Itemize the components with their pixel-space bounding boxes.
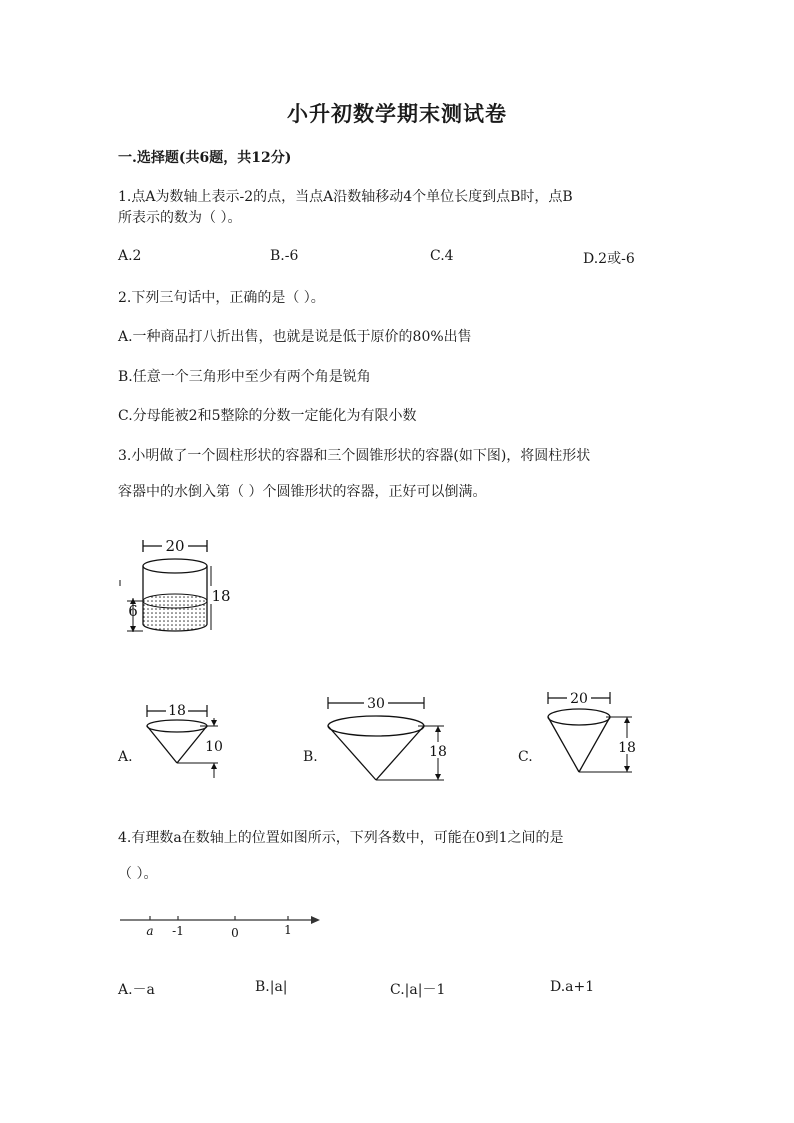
q2-option-b[interactable]: B.任意一个三角形中至少有两个角是锐角 [118,369,371,385]
q4-option-c[interactable]: C.|a|－1 [390,982,446,998]
cylinder-height-label: 18 [211,587,231,605]
q3-stem-line1: 3.小明做了一个圆柱形状的容器和三个圆锥形状的容器(如下图)，将圆柱形状 [118,448,591,464]
cone-c-diameter-label: 20 [570,691,588,707]
q4-option-a[interactable]: A.－a [118,982,155,998]
number-line-tick-0: 0 [231,926,239,940]
q3-option-c[interactable]: C. [518,749,533,765]
q3-stem-line2: 容器中的水倒入第（ ）个圆锥形状的容器，正好可以倒满。 [118,484,487,500]
q4-stem-line1: 4.有理数a在数轴上的位置如图所示，下列各数中，可能在0到1之间的是 [118,830,564,846]
q1-option-d[interactable]: D.2或-6 [583,251,635,267]
q2-stem: 2.下列三句话中，正确的是（ ）。 [118,290,325,306]
q4-option-d[interactable]: D.a+1 [550,979,595,995]
q4-stem-line2: （ ）。 [118,866,158,882]
cylinder-figure [115,532,240,644]
q2-option-a[interactable]: A.一种商品打八折出售，也就是说是低于原价的80%出售 [118,329,472,345]
number-line-a-label: a [146,924,154,938]
q1-stem-line2: 所表示的数为（ ）。 [118,210,242,226]
q4-option-b[interactable]: B.|a| [255,979,288,995]
number-line-figure [118,908,328,942]
cone-b-diameter-label: 30 [367,696,385,712]
cone-c-figure [540,688,640,780]
q3-option-b[interactable]: B. [303,749,318,765]
q1-option-b[interactable]: B.-6 [270,248,299,264]
q1-option-c[interactable]: C.4 [430,248,454,264]
cone-a-height-label: 10 [205,739,223,755]
cylinder-diameter-label: 20 [165,537,185,555]
q2-option-c[interactable]: C.分母能被2和5整除的分数一定能化为有限小数 [118,408,417,424]
page-title: 小升初数学期末测试卷 [287,101,507,126]
cone-a-figure [140,700,230,782]
section-heading: 一.选择题(共6题，共12分) [118,150,292,166]
q1-stem-line1: 1.点A为数轴上表示-2的点，当点A沿数轴移动4个单位长度到点B时，点B [118,189,573,205]
cone-b-figure [322,690,450,786]
cone-a-diameter-label: 18 [168,703,186,719]
q1-option-a[interactable]: A.2 [118,248,142,264]
cone-b-height-label: 18 [429,744,447,760]
q3-option-a[interactable]: A. [118,749,133,765]
number-line-tick-neg1: -1 [172,924,184,938]
cone-c-height-label: 18 [618,740,636,756]
cylinder-water-label: 6 [128,602,138,620]
number-line-tick-1: 1 [284,923,292,937]
